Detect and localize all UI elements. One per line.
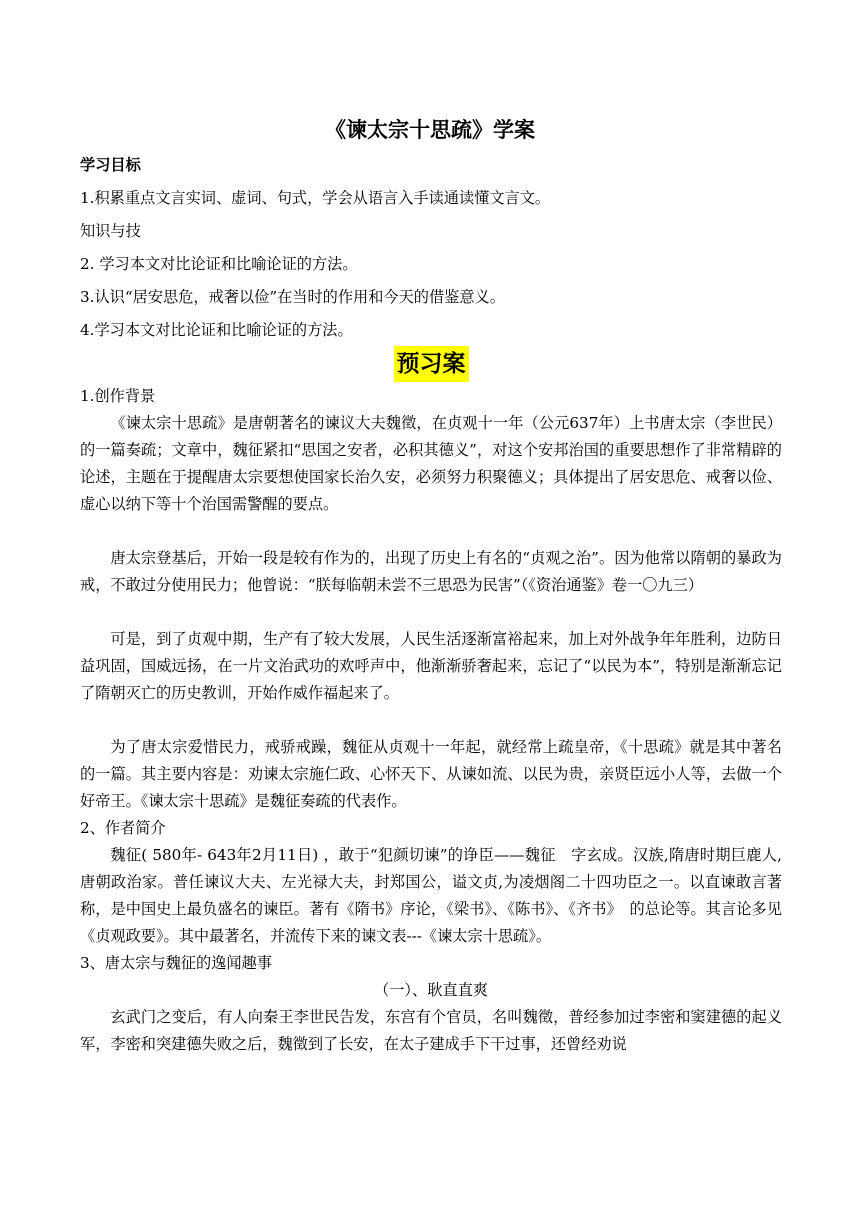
background-paragraph: 唐太宗登基后，开始一段是较有作为的，出现了历史上有名的“贞观之治”。因为他常以隋朝的暴政为戒，不敢过分使用民力；他曾说：“朕每临朝未尝不三思恐为民害”（《资治通鉴》卷一〇九三） <box>80 549 782 594</box>
preview-label: 预习案 <box>394 346 469 382</box>
objective-item: 2. 学习本文对比论证和比喻论证的方法。 <box>80 255 358 273</box>
background-heading: 1.创作背景 <box>80 387 156 405</box>
document-body <box>80 152 782 1058</box>
objective-item: 1.积累重点文言实词、虚词、句式，学会从语言入手读通读懂文言文。 <box>80 189 551 207</box>
objective-item: 知识与技 <box>80 222 141 240</box>
author-heading: 2、作者简介 <box>80 819 166 837</box>
objective-item: 4.学习本文对比论证和比喻论证的方法。 <box>80 321 353 339</box>
background-paragraph: 为了唐太宗爱惜民力，戒骄戒躁，魏征从贞观十一年起，就经常上疏皇帝，《十思疏》就是其中著名的一篇。其主要内容是：劝谏太宗施仁政、心怀天下、从谏如流、以民为贵，亲贤臣远小人等，去做一个好帝王。《谏太宗十思疏》是魏征奏疏的代表作。 <box>80 738 782 810</box>
background-paragraph: 可是，到了贞观中期，生产有了较大发展，人民生活逐渐富裕起来，加上对外战争年年胜利，边防日益巩固，国威远扬，在一片文治武功的欢呼声中，他渐渐骄奢起来，忘记了“以民为本”，特别是渐渐忘记了隋朝灭亡的历史教训，开始作威作福起来了。 <box>80 630 782 702</box>
preview-section-header <box>80 346 782 382</box>
background-paragraph: 《谏太宗十思疏》是唐朝著名的谏议大夫魏徵，在贞观十一年（公元637年）上书唐太宗（李世民）的一篇奏疏；文章中，魏征紧扣“思国之安者，必积其德义”，对这个安邦治国的重要思想作了非常精辟的论述，主题在于提醒唐太宗要想使国家长治久安，必须努力积聚德义；具体提出了居安思危、戒奢以俭、虚心以纳下等十个治国需警醒的要点。 <box>80 414 782 513</box>
author-paragraph: 魏征( 580年- 643年2月11日) ，敢于“犯颜切谏”的诤臣——魏征 字玄成。汉族,隋唐时期巨鹿人,唐朝政治家。普任谏议大夫、左光禄大夫，封郑国公，谥文贞,为凌烟阁二十四功臣之一。以直谏敢言著称，是中国史上最负盛名的谏臣。著有《隋书》序论，《梁书》、《陈书》、《齐书》 的总论等。其言论多见《贞观政要》。其中最著名，并流传下来的谏文表---《谏太宗十思疏》。 <box>80 846 782 945</box>
objectives-heading: 学习目标 <box>80 156 141 174</box>
document-title: 《谏太宗十思疏》学案 <box>325 118 535 142</box>
anecdotes-heading: 3、唐太宗与魏征的逸闻趣事 <box>80 954 272 972</box>
objective-item: 3.认识“居安思危，戒奢以俭”在当时的作用和今天的借鉴意义。 <box>80 288 505 306</box>
anecdotes-subheading: （一）、耿直直爽 <box>374 981 488 999</box>
anecdotes-paragraph: 玄武门之变后，有人向秦王李世民告发，东宫有个官员，名叫魏徵，普经参加过李密和窦建德的起义军，李密和突建德失败之后，魏徵到了长安，在太子建成手下干过事，还曾经劝说 <box>80 1008 782 1053</box>
